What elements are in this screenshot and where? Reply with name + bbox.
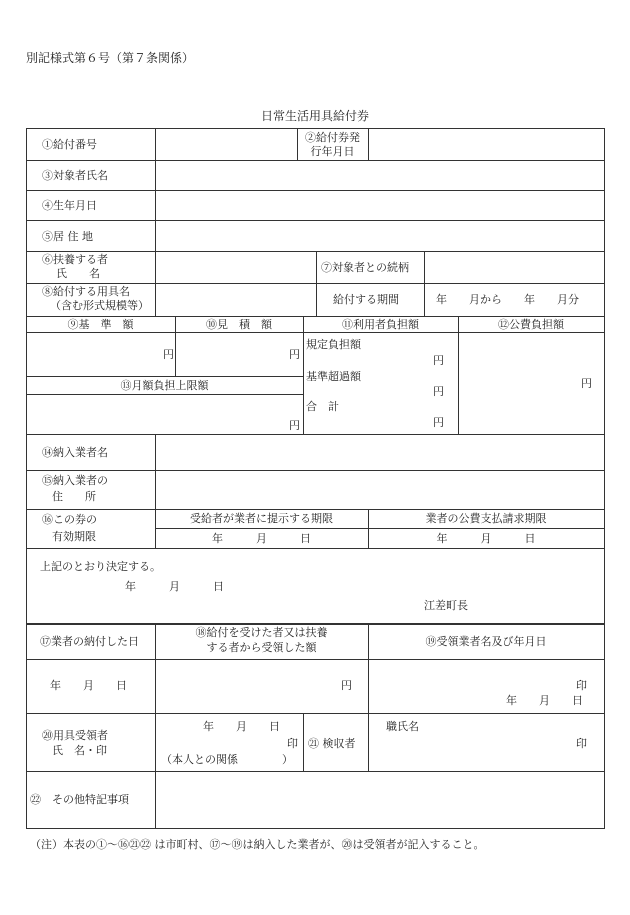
birthdate-field[interactable] (156, 191, 603, 219)
public-burden-yen: 円 (581, 377, 592, 390)
inspector-seal: 印 (576, 737, 587, 750)
label-period: 給付する期間 (333, 293, 399, 306)
receiver-seal: 印 (287, 737, 298, 750)
label-receiver-1: ⑳用具受領者 (42, 729, 108, 742)
label-received-amount-2: する者から受領した額 (206, 641, 317, 654)
footnote: （注）本表の①～⑯㉑㉒ は市町村、⑰～⑲は納入した業者が、⑳は受領者が記入すること。 (30, 838, 485, 851)
remarks-field[interactable] (156, 772, 603, 827)
label-vendor-address-1: ⑮納入業者の (42, 474, 108, 487)
vendor-address-field[interactable] (156, 471, 603, 508)
label-supporter-2: 氏 名 (56, 267, 100, 280)
label-over-base: 基準超過額 (306, 370, 361, 383)
label-public-burden: ⑫公費負担額 (498, 318, 564, 331)
label-grant-number: ①給付番号 (42, 138, 97, 151)
label-user-burden: ⑪利用者負担額 (342, 318, 419, 331)
over-base-yen: 円 (433, 385, 444, 398)
issue-date-field[interactable] (369, 129, 603, 159)
receiver-date: 年 月 日 (203, 720, 280, 733)
base-amount-yen: 円 (163, 348, 174, 361)
target-name-field[interactable] (156, 161, 603, 189)
label-validity-2: 有効期限 (52, 530, 96, 543)
label-issue-date-1: ②給付券発 (305, 131, 360, 144)
vendor-seal: 印 (576, 679, 587, 692)
present-deadline-date: 年 月 日 (212, 532, 311, 545)
label-vendor-name: ⑭納入業者名 (42, 446, 108, 459)
form-title: 日常生活用具給付券 (260, 109, 369, 123)
label-estimate: ⑩見 積 額 (206, 318, 272, 331)
label-receiver-2: 氏 名・印 (52, 744, 107, 757)
label-claim-deadline: 業者の公費支払請求期限 (425, 512, 547, 525)
label-remarks: ㉒ その他特記事項 (30, 793, 129, 806)
received-amount-yen: 円 (341, 679, 352, 692)
label-total: 合 計 (306, 400, 339, 413)
address-field[interactable] (156, 221, 603, 250)
decision-date: 年 月 日 (125, 580, 224, 593)
vendor-name-field[interactable] (156, 435, 603, 469)
issuer: 江差町長 (424, 599, 468, 612)
label-fixed-burden: 規定負担額 (306, 338, 361, 351)
decision-text: 上記のとおり決定する。 (40, 560, 161, 573)
label-monthly-limit: ⑬月額負担上限額 (120, 379, 209, 392)
label-base-amount: ⑨基 準 額 (67, 318, 134, 331)
label-relationship: ⑦対象者との続柄 (321, 261, 409, 274)
delivery-date: 年 月 日 (50, 679, 127, 692)
period-value: 年 月から 年 月分 (436, 293, 579, 306)
label-birthdate: ④生年月日 (42, 199, 97, 212)
monthly-limit-yen: 円 (289, 419, 300, 432)
label-address: ⑤居 住 地 (42, 230, 93, 243)
label-inspector: ㉑ 検収者 (308, 737, 356, 750)
label-issue-date-2: 行年月日 (310, 145, 355, 158)
label-staff-name: 職氏名 (386, 720, 419, 733)
label-vendor-address-2: 住 所 (52, 490, 96, 503)
total-yen: 円 (433, 416, 444, 429)
fixed-burden-yen: 円 (433, 354, 444, 367)
label-present-deadline: 受給者が業者に提示する期限 (190, 512, 333, 525)
label-receiving-vendor: ⑲受領業者名及び年月日 (425, 635, 547, 648)
estimate-yen: 円 (289, 348, 300, 361)
vendor-receipt-date: 年 月 日 (506, 694, 583, 707)
receiver-relation: （本人との関係 ） (161, 753, 293, 766)
label-received-amount-1: ⑱給付を受けた者又は扶養 (195, 626, 328, 639)
label-equipment-1: ⑧給付する用具名 (42, 285, 130, 298)
form-reference: 別記様式第６号（第７条関係） (26, 51, 195, 65)
label-target-name: ③対象者氏名 (42, 169, 108, 182)
label-delivery-date: ⑰業者の納付した日 (40, 635, 139, 648)
grant-number-field[interactable] (156, 129, 296, 159)
label-equipment-2: （含む形式規模等） (50, 299, 149, 312)
label-validity-1: ⑯この券の (42, 513, 97, 526)
claim-deadline-date: 年 月 日 (436, 532, 536, 545)
label-supporter-1: ⑥扶養する者 (42, 253, 108, 266)
